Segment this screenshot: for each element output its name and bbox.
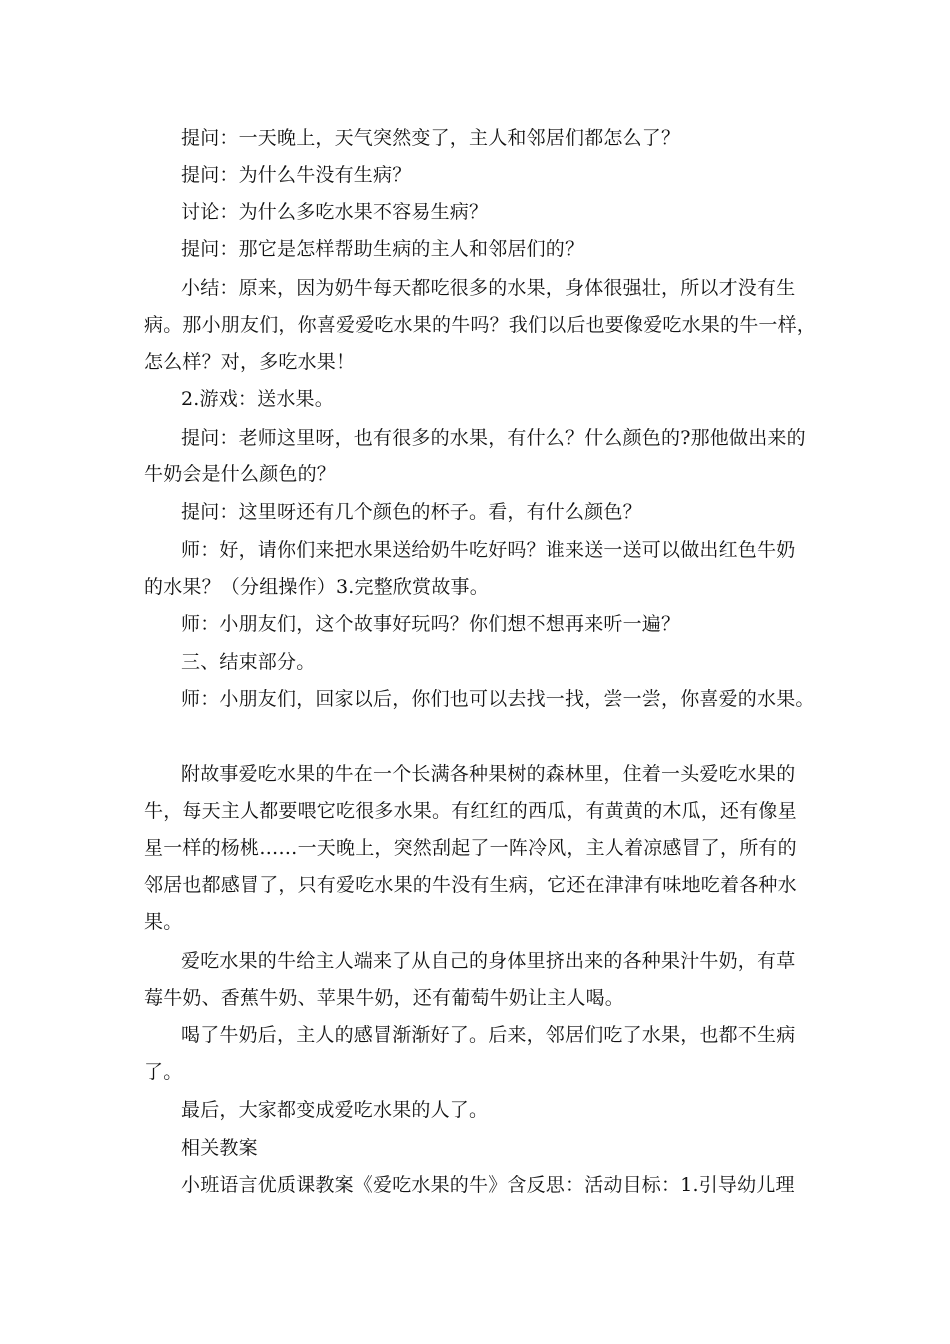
question-cow: 提问：为什么牛没有生病？ <box>181 164 412 186</box>
question-help: 提问：那它是怎样帮助生病的主人和邻居们的？ <box>181 238 585 260</box>
teacher-send-line-1: 师：好，请你们来把水果送给奶牛吃好吗？谁来送一送可以做出红色牛奶 <box>181 539 796 561</box>
question-night: 提问：一天晚上，天气突然变了，主人和邻居们都怎么了？ <box>181 127 681 149</box>
teacher-story: 师：小朋友们，这个故事好玩吗？你们想不想再来听一遍？ <box>181 613 681 635</box>
end-part-heading: 三、结束部分。 <box>181 651 316 673</box>
teacher-send-line-2: 的水果？（分组操作）3.完整欣赏故事。 <box>144 576 489 598</box>
teacher-home: 师：小朋友们，回家以后，你们也可以去找一找，尝一尝，你喜爱的水果。 <box>181 688 815 710</box>
related-lesson-text: 小班语言优质课教案《爱吃水果的牛》含反思：活动目标：1.引导幼儿理 <box>181 1174 795 1196</box>
story-p1-line-4: 邻居也都感冒了，只有爱吃水果的牛没有生病，它还在津津有味地吃着各种水 <box>144 874 797 896</box>
question-cups: 提问：这里呀还有几个颜色的杯子。看，有什么颜色？ <box>181 501 642 523</box>
story-p2-line-1: 爱吃水果的牛给主人端来了从自己的身体里挤出来的各种果汁牛奶，有草 <box>181 950 796 972</box>
related-heading: 相关教案 <box>181 1137 258 1159</box>
summary-line-1: 小结：原来，因为奶牛每天都吃很多的水果，身体很强壮，所以才没有生 <box>181 277 796 299</box>
question-teacher-line-1: 提问：老师这里呀，也有很多的水果，有什么？什么颜色的?那他做出来的 <box>181 427 806 449</box>
story-p1-line-2: 牛，每天主人都要喂它吃很多水果。有红红的西瓜，有黄黄的木瓜，还有像星 <box>144 800 797 822</box>
game-title: 2.游戏：送水果。 <box>181 388 334 410</box>
story-p1-line-3: 星一样的杨桃……一天晚上，突然刮起了一阵冷风，主人着凉感冒了，所有的 <box>144 837 797 859</box>
story-p3-line-1: 喝了牛奶后，主人的感冒渐渐好了。后来，邻居们吃了水果，也都不生病 <box>181 1024 796 1046</box>
story-p3-line-2: 了。 <box>144 1061 183 1083</box>
discussion: 讨论：为什么多吃水果不容易生病？ <box>181 201 489 223</box>
story-p4: 最后，大家都变成爱吃水果的人了。 <box>181 1099 489 1121</box>
story-p2-line-2: 莓牛奶、香蕉牛奶、苹果牛奶，还有葡萄牛奶让主人喝。 <box>144 987 625 1009</box>
question-teacher-line-2: 牛奶会是什么颜色的？ <box>144 463 337 485</box>
summary-line-2: 病。那小朋友们，你喜爱爱吃水果的牛吗？我们以后也要像爱吃水果的牛一样， <box>144 314 817 336</box>
story-p1-line-1: 附故事爱吃水果的牛在一个长满各种果树的森林里，住着一头爱吃水果的 <box>181 763 796 785</box>
story-p1-line-5: 果。 <box>144 911 183 933</box>
summary-line-3: 怎么样？对，多吃水果！ <box>144 351 356 373</box>
